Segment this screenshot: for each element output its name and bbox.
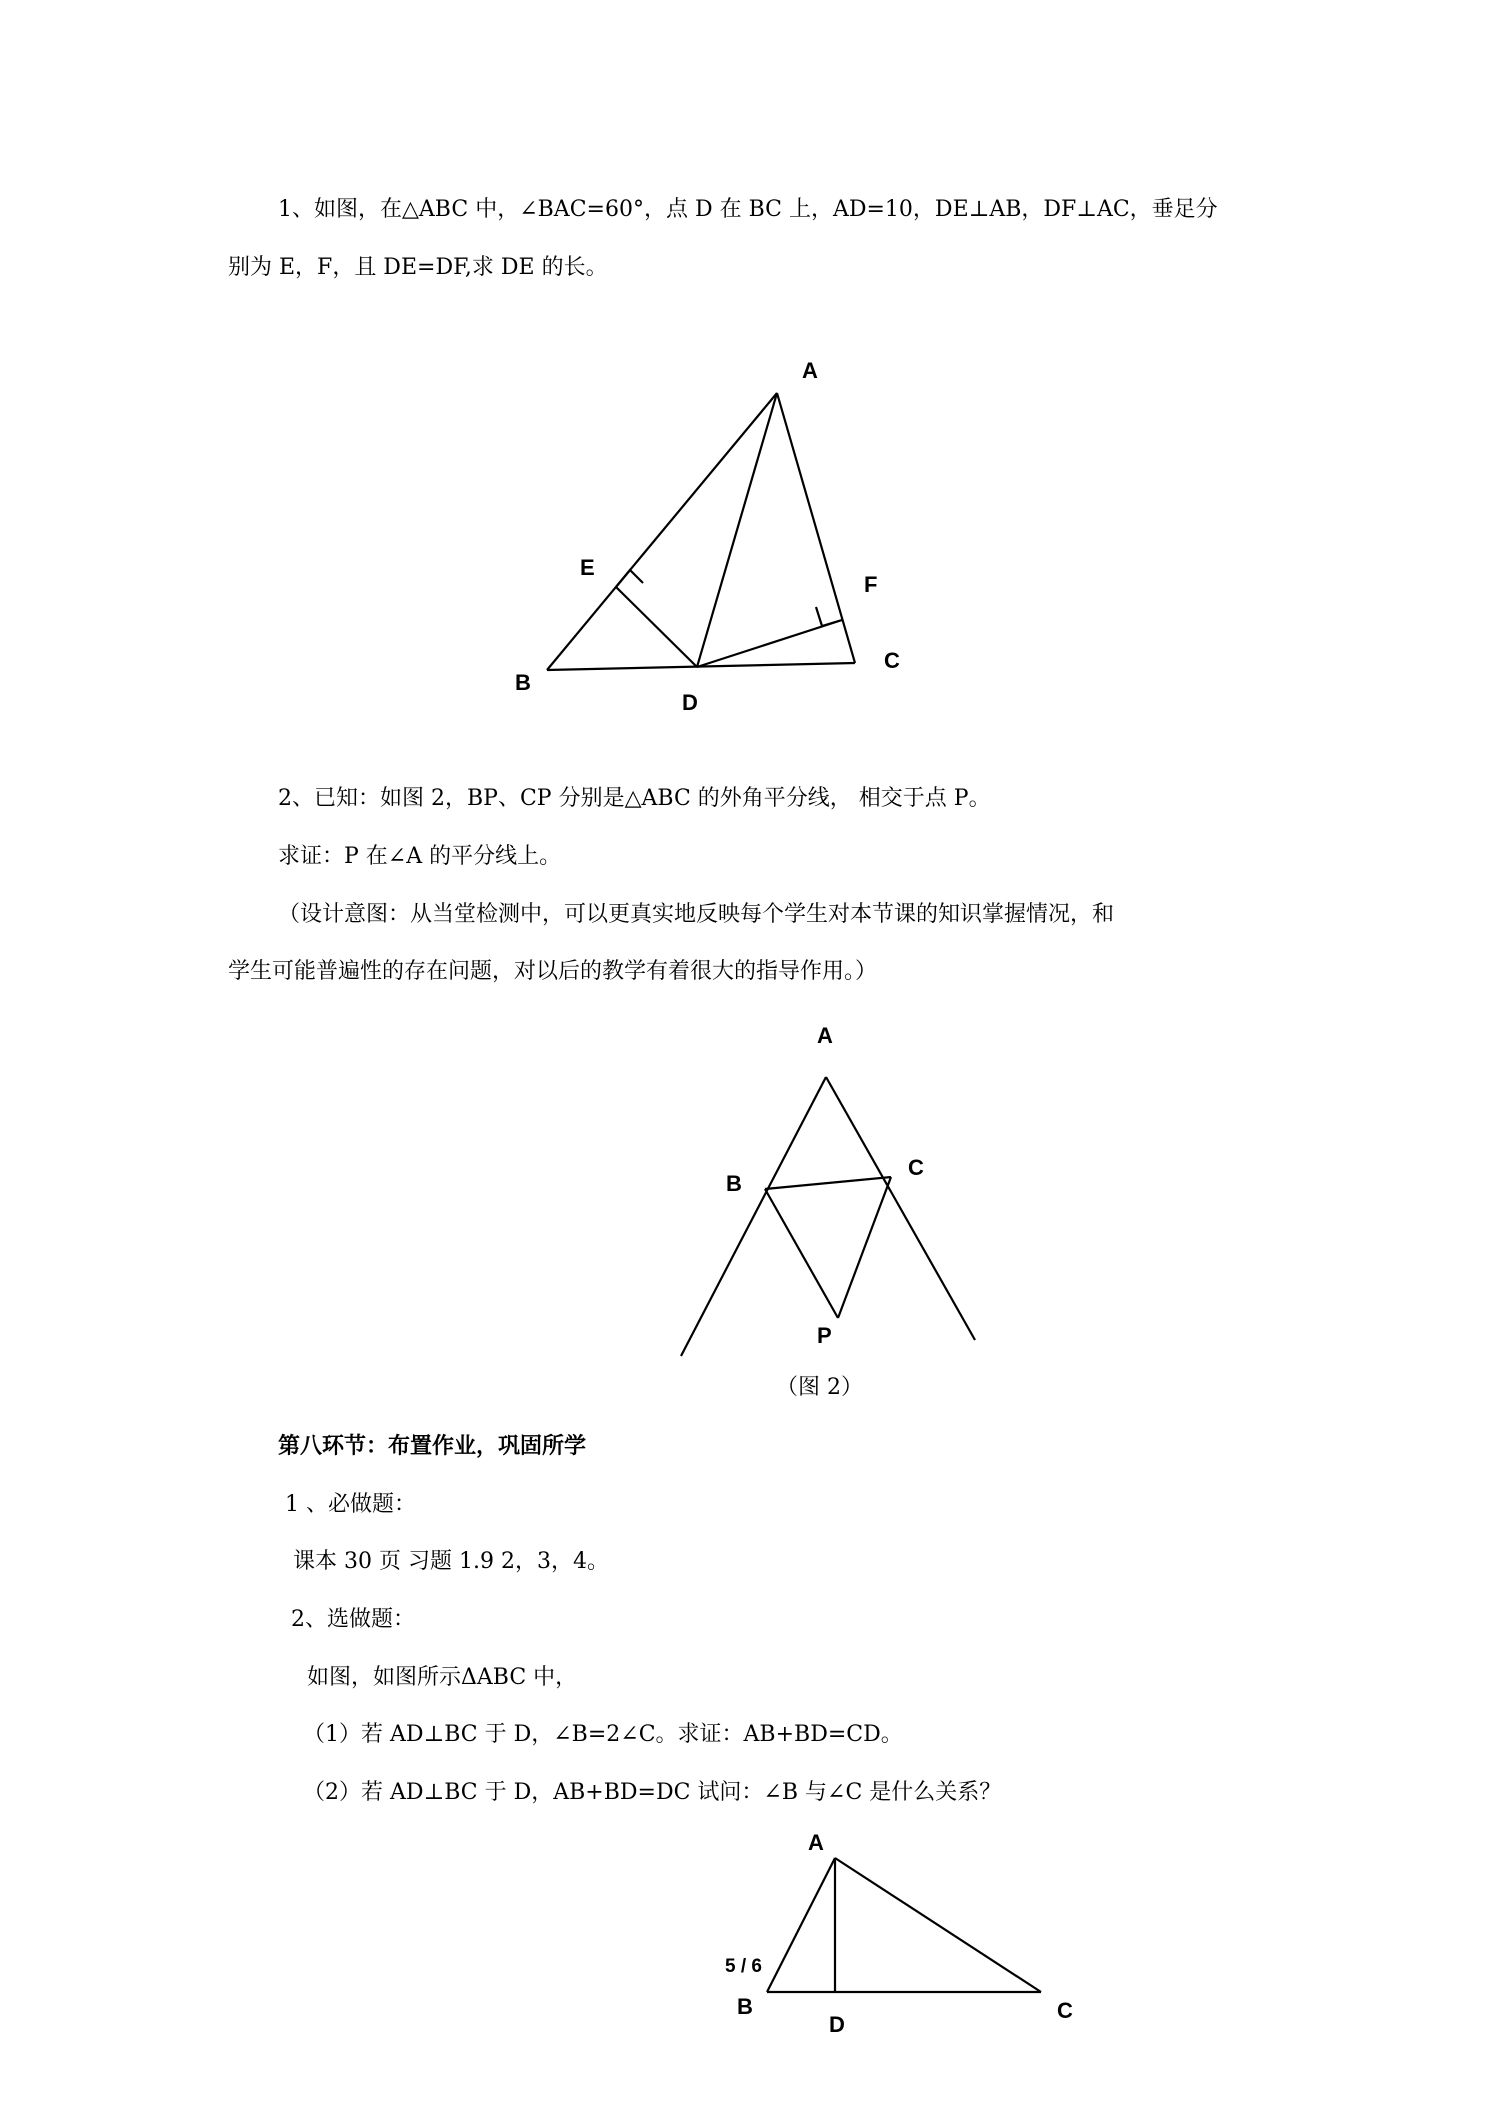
design-intent-line2: 学生可能普遍性的存在问题，对以后的教学有着很大的指导作用。） [228,959,878,984]
segment-ab [767,1858,835,1992]
problem2-line1: 2、已知：如图 2，BP、CP 分别是△ABC 的外角平分线， 相交于点 P。 [278,786,991,811]
homework-item-2-intro: 如图，如图所示ΔABC 中， [307,1665,578,1690]
fig2-label-p: P [817,1323,832,1348]
fig2-label-b: B [726,1171,742,1196]
fig3-label-d: D [829,2012,845,2037]
segment-ac [777,393,855,663]
design-intent-line1: （设计意图：从当堂检测中，可以更真实地反映每个学生对本节课的知识掌握情况，和 [278,902,1115,927]
page-number: 5 / 6 [725,1956,762,1977]
fig1-label-b: B [515,670,531,695]
homework-item-1: 1 、必做题： [285,1492,416,1517]
fig1-label-c: C [884,648,900,673]
segment-bc [547,663,855,670]
fig1-label-f: F [864,572,878,597]
problem1-line1: 1、如图，在△ABC 中，∠BAC=60°，点 D 在 BC 上，AD=10，DE⊥AB，DF⊥AC，垂足分 [278,197,1218,222]
segment-cp [838,1177,891,1318]
ray-ac [826,1077,975,1340]
segment-ab [547,393,777,670]
fig3-label-a: A [808,1830,824,1855]
segment-df [697,620,842,667]
segment-de [616,587,697,667]
right-angle-mark-e [616,570,643,587]
segment-bp [765,1189,838,1318]
fig2-label-c: C [908,1155,924,1180]
section-heading: 第八环节：布置作业，巩固所学 [278,1434,587,1459]
fig1-label-d: D [682,690,698,715]
homework-question-2: （2）若 AD⊥BC 于 D，AB+BD=DC 试问：∠B 与∠C 是什么关系？ [303,1780,1002,1805]
problem2-line2: 求证：P 在∠A 的平分线上。 [278,844,562,869]
homework-question-1: （1）若 AD⊥BC 于 D，∠B=2∠C。求证：AB+BD=CD。 [303,1722,903,1747]
problem1-line2: 别为 E，F，且 DE=DF,求 DE 的长。 [228,255,608,280]
fig1-label-e: E [580,555,595,580]
segment-ac [835,1858,1041,1992]
homework-item-1-detail: 课本 30 页 习题 1.9 2，3，4。 [293,1549,609,1574]
fig3-label-c: C [1057,1998,1073,2023]
segment-ad [697,393,777,667]
fig2-label-a: A [817,1023,833,1048]
ray-ab [681,1077,826,1356]
right-angle-mark-f [816,607,842,626]
fig1-label-a: A [802,358,818,383]
fig3-label-b: B [737,1994,753,2019]
homework-item-2: 2、选做题： [291,1607,415,1632]
figure-2-caption: （图 2） [776,1375,863,1400]
segment-bc [765,1177,891,1189]
